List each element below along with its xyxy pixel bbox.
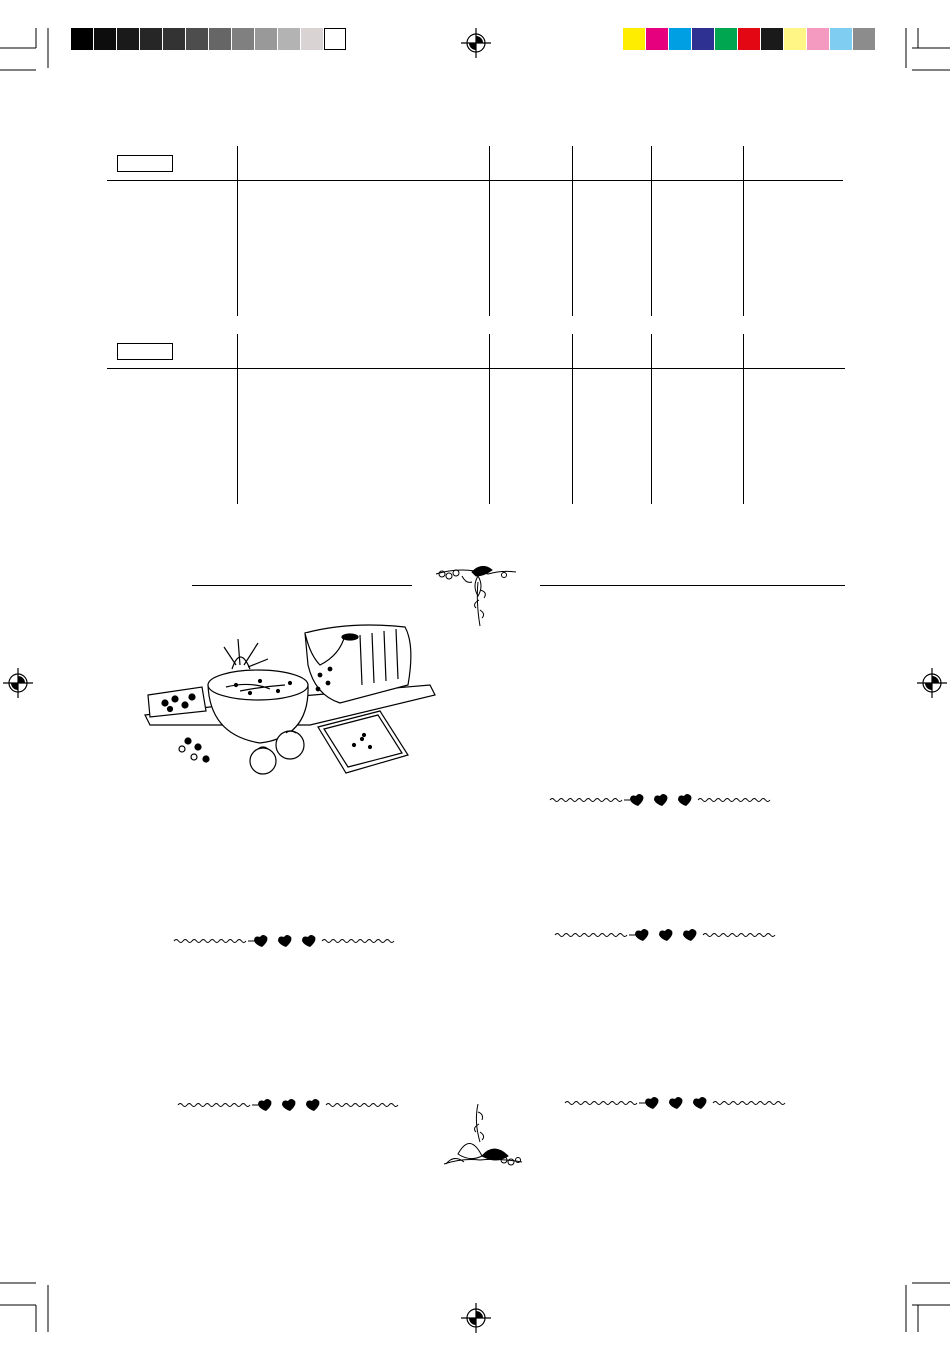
- table-2-column-divider: [651, 334, 652, 504]
- table-2-column-divider: [743, 334, 744, 504]
- heart-ornament-icon: [306, 1099, 319, 1111]
- table-1-column-divider: [572, 146, 573, 316]
- table-2-column-divider: [489, 334, 490, 504]
- table-1-column-divider: [743, 146, 744, 316]
- wavy-heart-divider: [172, 933, 397, 949]
- heart-ornament-icon: [635, 929, 648, 941]
- heart-ornament-icon: [254, 935, 267, 947]
- heart-ornament-icon: [683, 929, 696, 941]
- soup-bowl-bread-illustration: [140, 625, 440, 775]
- table-1-header-rule: [107, 180, 843, 181]
- heart-ornament-icon: [645, 1097, 658, 1109]
- wavy-heart-divider: [553, 927, 778, 943]
- table-2-column-divider: [237, 334, 238, 504]
- heart-ornament-icon: [659, 929, 672, 941]
- table-1-column-divider: [237, 146, 238, 316]
- heart-ornament-icon: [278, 935, 291, 947]
- wavy-heart-divider: [548, 792, 773, 808]
- registration-mark-left: [3, 668, 33, 698]
- wavy-heart-divider: [563, 1095, 788, 1111]
- registration-mark-right: [917, 668, 947, 698]
- table-1-column-divider: [489, 146, 490, 316]
- table-2-label-box: [117, 343, 173, 360]
- heart-ornament-icon: [258, 1099, 271, 1111]
- wavy-heart-divider: [176, 1097, 401, 1113]
- heart-ornament-icon: [302, 935, 315, 947]
- heart-ornament-icon: [282, 1099, 295, 1111]
- heart-ornament-icon: [630, 794, 643, 806]
- heart-ornament-icon: [693, 1097, 706, 1109]
- leaf-vine-ornament-bottom: [438, 1102, 528, 1174]
- heart-ornament-icon: [669, 1097, 682, 1109]
- section-rule-left: [192, 585, 412, 586]
- table-2-column-divider: [572, 334, 573, 504]
- registration-mark-bottom: [461, 1303, 491, 1333]
- table-1-column-divider: [651, 146, 652, 316]
- table-2-header-rule: [107, 368, 845, 369]
- table-1-label-box: [117, 155, 173, 172]
- section-rule-right: [540, 585, 845, 586]
- leaf-vine-ornament-top: [432, 562, 522, 634]
- heart-ornament-icon: [678, 794, 691, 806]
- registration-mark-top: [461, 28, 491, 58]
- heart-ornament-icon: [654, 794, 667, 806]
